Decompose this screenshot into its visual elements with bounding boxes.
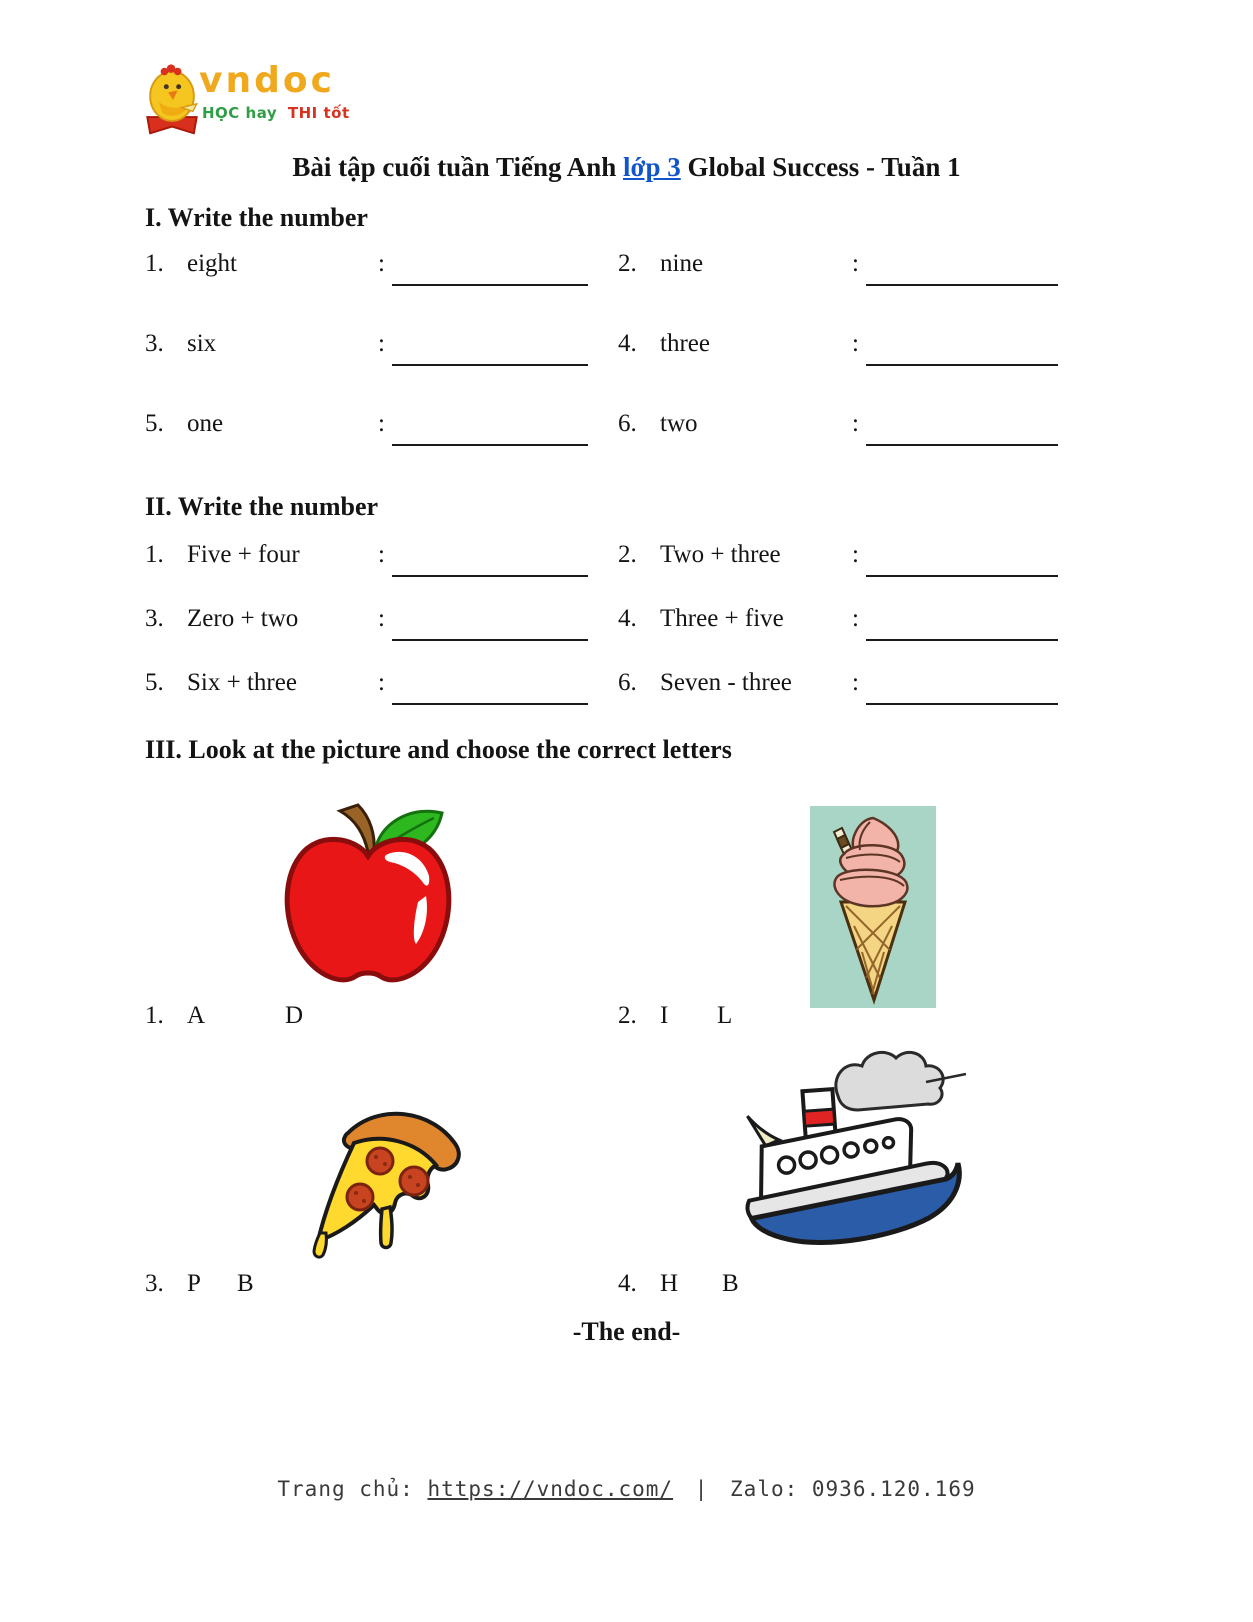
colon: : (852, 541, 859, 568)
colon: : (378, 250, 385, 277)
grade-link[interactable]: lớp 3 (623, 152, 681, 182)
question-number: 4. (618, 1270, 637, 1297)
colon: : (378, 669, 385, 696)
section1-heading: I. Write the number (145, 203, 368, 232)
title-before-link: Bài tập cuối tuần Tiếng Anh (292, 152, 624, 182)
letter-option: A (187, 1002, 206, 1029)
exercise-row (0, 330, 1253, 367)
page-footer (0, 1477, 1253, 1501)
section2-heading: II. Write the number (145, 492, 379, 521)
colon: : (378, 410, 385, 437)
item-number: 2. (618, 250, 637, 277)
question-number: 2. (618, 1002, 637, 1029)
colon: : (852, 605, 859, 632)
item-number: 3. (145, 605, 164, 632)
item-word: two (660, 410, 698, 437)
letter-option: H (660, 1270, 679, 1297)
colon: : (378, 605, 385, 632)
question-row (0, 1270, 1253, 1304)
colon: : (852, 669, 859, 696)
item-word: one (187, 410, 224, 437)
answer-blank (866, 330, 1058, 366)
item-word: eight (187, 250, 237, 277)
colon: : (378, 330, 385, 357)
item-number: 5. (145, 669, 164, 696)
tagline-green: HỌC hay (202, 104, 278, 122)
footer-label: Trang chủ: (277, 1477, 414, 1501)
answer-blank (866, 605, 1058, 641)
item-word: three (660, 330, 710, 357)
vndoc-logo[interactable] (143, 58, 383, 142)
question-number: 1. (145, 1002, 164, 1029)
answer-blank (392, 330, 588, 366)
exercise-row (0, 669, 1253, 706)
item-word: nine (660, 250, 704, 277)
answer-blank (392, 669, 588, 705)
exercise-row (0, 605, 1253, 642)
item-number: 4. (618, 330, 637, 357)
item-word: Three + five (660, 605, 784, 632)
question-number: 3. (145, 1270, 164, 1297)
steamboat-image (710, 1036, 968, 1258)
item-word: Seven - three (660, 669, 792, 696)
answer-blank (392, 541, 588, 577)
exercise-row (0, 410, 1253, 447)
answer-blank (866, 541, 1058, 577)
item-number: 2. (618, 541, 637, 568)
item-number: 4. (618, 605, 637, 632)
title-after-link: Global Success - Tuần 1 (680, 152, 961, 182)
item-word: Five + four (187, 541, 300, 568)
question-row (0, 1002, 1253, 1036)
item-number: 1. (145, 250, 164, 277)
tagline-red: THI tốt (287, 104, 350, 122)
colon: : (852, 250, 859, 277)
colon: : (852, 330, 859, 357)
ice-cream-cone-image (810, 806, 936, 1008)
colon: : (852, 410, 859, 437)
homepage-link[interactable]: https://vndoc.com/ (427, 1477, 674, 1501)
answer-blank (392, 250, 588, 286)
footer-zalo: Zalo: 0936.120.169 (730, 1477, 976, 1501)
item-word: Two + three (660, 541, 781, 568)
answer-blank (866, 669, 1058, 705)
item-number: 1. (145, 541, 164, 568)
letter-option: B (237, 1270, 254, 1297)
answer-blank (866, 250, 1058, 286)
item-word: Six + three (187, 669, 297, 696)
item-number: 5. (145, 410, 164, 437)
item-word: six (187, 330, 217, 357)
footer-separator: | (694, 1477, 709, 1501)
exercise-row (0, 541, 1253, 578)
answer-blank (392, 605, 588, 641)
brand-tagline (202, 104, 350, 122)
answer-blank (392, 410, 588, 446)
letter-option: B (722, 1270, 739, 1297)
letter-option: I (660, 1002, 669, 1029)
pizza-slice-image (296, 1083, 468, 1259)
section3-heading: III. Look at the picture and choose the correct letters (145, 735, 732, 764)
chicken-mascot-icon (143, 62, 201, 138)
brand-wordmark: vndoc (199, 60, 335, 101)
colon: : (378, 541, 385, 568)
item-number: 3. (145, 330, 164, 357)
exercise-row (0, 250, 1253, 287)
item-number: 6. (618, 669, 637, 696)
letter-option: P (187, 1270, 201, 1297)
letter-option: L (717, 1002, 733, 1029)
apple-image (278, 792, 458, 992)
answer-blank (866, 410, 1058, 446)
item-number: 6. (618, 410, 637, 437)
end-marker: -The end- (572, 1317, 681, 1346)
item-word: Zero + two (187, 605, 299, 632)
letter-option: D (285, 1002, 304, 1029)
page-title (0, 152, 1253, 183)
